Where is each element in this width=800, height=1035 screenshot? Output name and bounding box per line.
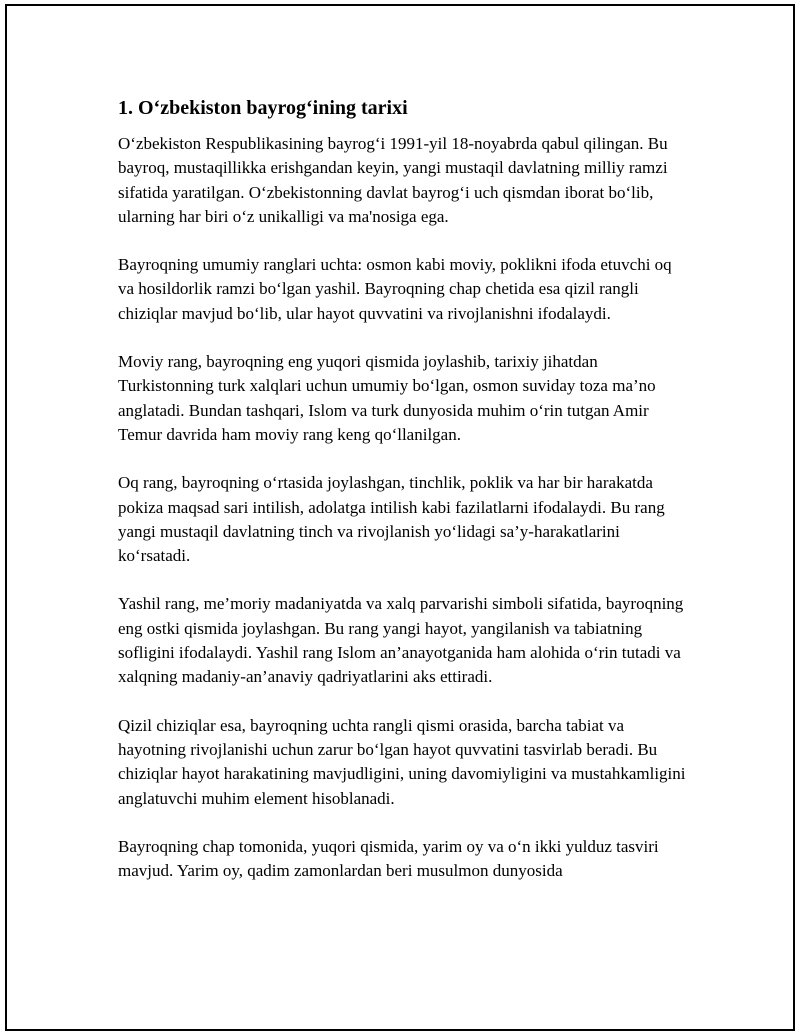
section-heading: 1. O‘zbekiston bayrog‘ining tarixi [118,97,408,119]
paragraph: Yashil rang, me’moriy madaniyatda va xalq parvarishi simboli sifatida, bayroqning eng ostki qismida joylashgan. Bu rang yangi hayot, yangilanish va tabiatning sofligini ifodalaydi. Yashil rang Islom an’anayotganida ham alohida o‘rin tutadi va xalqning madaniy-an’anaviy qadriyatlarini aks ettiradi. [118,594,684,687]
document-page [5,4,795,1031]
document-body [118,94,688,907]
paragraph: O‘zbekiston Respublikasining bayrog‘i 1991-yil 18-noyabrda qabul qilingan. Bu bayroq, mustaqillikka erishgandan keyin, yangi mustaqil davlatning milliy ramzi sifatida yaratilgan. O‘zbekistonning davlat bayrog‘i uch qismdan iborat bo‘lib, ularning har biri o‘z unikalligi va ma'nosiga ega. [118,134,668,226]
paragraph: Moviy rang, bayroqning eng yuqori qismida joylashib, tarixiy jihatdan Turkistonning turk xalqlari uchun umumiy bo‘lgan, osmon suviday toza ma’no anglatadi. Bundan tashqari, Islom va turk dunyosida muhim o‘rin tutgan Amir Temur davrida ham moviy rang keng qo‘llanilgan. [118,352,656,444]
paragraph: Bayroqning umumiy ranglari uchta: osmon kabi moviy, poklikni ifoda etuvchi oq va hosildorlik ramzi bo‘lgan yashil. Bayroqning chap chetida esa qizil rangli chiziqlar mavjud bo‘lib, ular hayot quvvatini va rivojlanishni ifodalaydi. [118,255,672,323]
paragraph: Bayroqning chap tomonida, yuqori qismida, yarim oy va o‘n ikki yulduz tasviri mavjud. Yarim oy, qadim zamonlardan beri musulmon dunyosida [118,836,659,881]
paragraph: Oq rang, bayroqning o‘rtasida joylashgan, tinchlik, poklik va har bir harakatda pokiza maqsad sari intilish, adolatga intilish kabi fazilatlarni ifodalaydi. Bu rang yangi mustaqil davlatning tinch va rivojlanish yo‘lidagi sa’y-harakatlarini ko‘rsatadi. [118,473,665,566]
paragraph: Qizil chiziqlar esa, bayroqning uchta rangli qismi orasida, barcha tabiat va hayotning rivojlanishi uchun zarur bo‘lgan hayot quvvatini tasvirlab beradi. Bu chiziqlar hayot harakatining mavjudligini, uning davomiyligini va mustahkamligini anglatuvchi muhim element hisoblanadi. [118,715,686,808]
